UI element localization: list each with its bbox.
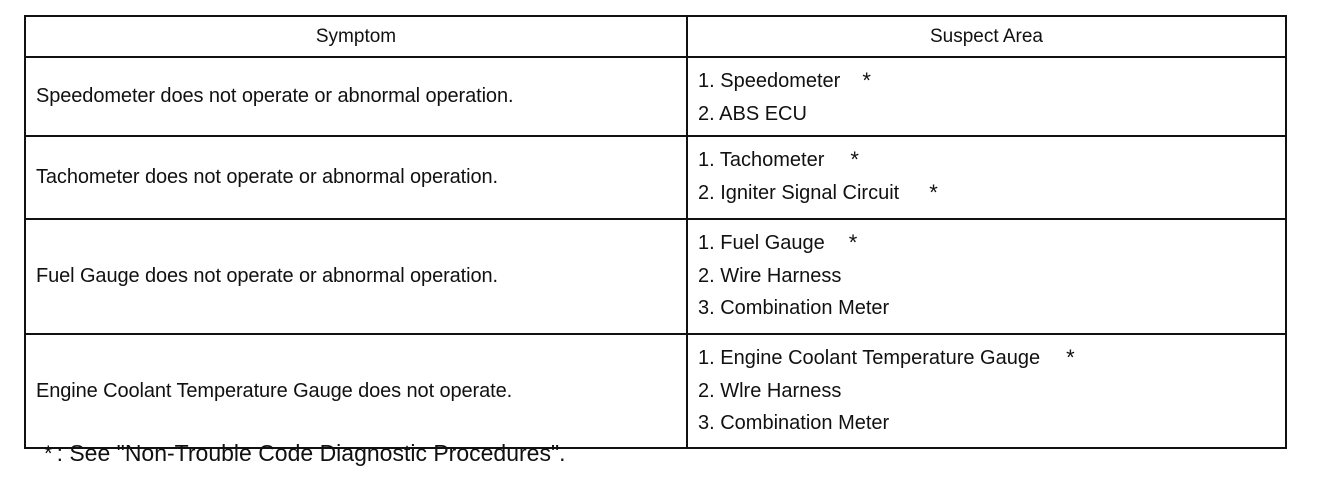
footnote-text: : See "Non-Trouble Code Diagnostic Procedures". xyxy=(56,440,566,466)
table-row xyxy=(25,57,1286,136)
suspect-area-cell xyxy=(687,136,1286,219)
list-item xyxy=(698,177,1285,210)
list-item xyxy=(698,375,1285,408)
suspect-item-text: 2. Wlre Harness xyxy=(698,379,842,402)
table-row xyxy=(25,136,1286,219)
suspect-list xyxy=(698,144,1285,209)
symptom-cell: Fuel Gauge does not operate or abnormal operation. xyxy=(25,219,687,334)
list-item xyxy=(698,292,1285,325)
table-row xyxy=(25,334,1286,448)
symptom-table xyxy=(24,15,1287,449)
suspect-item-text: 1. Fuel Gauge xyxy=(698,232,825,254)
table-row xyxy=(25,219,1286,334)
suspect-item-text: 1. Speedometer xyxy=(698,70,841,92)
list-item xyxy=(698,407,1285,440)
asterisk-marker: * xyxy=(44,441,53,466)
list-item xyxy=(698,65,1285,98)
list-item xyxy=(698,260,1285,293)
list-item xyxy=(698,227,1285,260)
suspect-list xyxy=(698,65,1285,130)
symptom-cell: Tachometer does not operate or abnormal operation. xyxy=(25,136,687,219)
suspect-area-cell xyxy=(687,57,1286,136)
suspect-item-text: 1. Engine Coolant Temperature Gauge xyxy=(698,347,1041,369)
symptom-cell: Speedometer does not operate or abnormal operation. xyxy=(25,57,687,136)
asterisk-marker: * xyxy=(862,68,871,93)
footnote xyxy=(44,440,566,467)
suspect-item-text: 1. Tachometer xyxy=(698,149,825,171)
suspect-list xyxy=(698,227,1285,325)
asterisk-marker: * xyxy=(850,147,859,172)
suspect-area-cell xyxy=(687,334,1286,448)
suspect-area-column-header: Suspect Area xyxy=(687,16,1286,57)
suspect-item-text: 2. Igniter Signal Circuit xyxy=(698,181,900,204)
suspect-list xyxy=(698,342,1285,440)
suspect-item-text: 3. Combination Meter xyxy=(698,412,890,434)
suspect-item-text: 2. Wire Harness xyxy=(698,264,842,287)
asterisk-marker: * xyxy=(929,179,938,205)
suspect-area-cell xyxy=(687,219,1286,334)
asterisk-marker: * xyxy=(1066,345,1075,370)
list-item xyxy=(698,342,1285,375)
suspect-item-text: 3. Combination Meter xyxy=(698,297,890,319)
symptom-cell: Engine Coolant Temperature Gauge does not operate. xyxy=(25,334,687,448)
asterisk-marker: * xyxy=(848,230,858,255)
table-header-row xyxy=(25,16,1286,57)
suspect-item-text: 2. ABS ECU xyxy=(698,102,807,125)
list-item xyxy=(698,144,1285,177)
symptom-column-header: Symptom xyxy=(25,16,687,57)
list-item xyxy=(698,98,1285,131)
